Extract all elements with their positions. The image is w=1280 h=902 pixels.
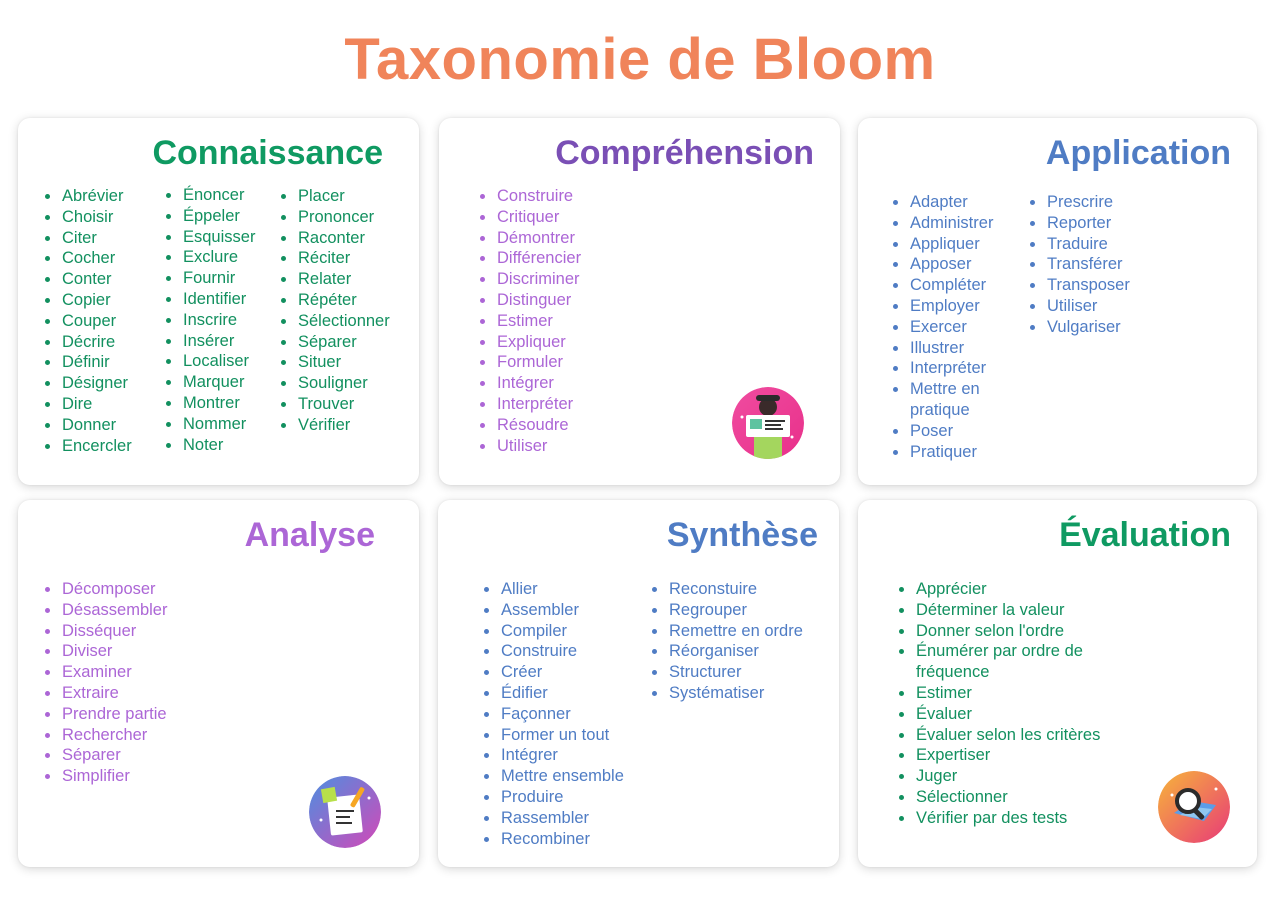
list-item: Reporter (1027, 213, 1157, 234)
list-item: Rassembler (481, 808, 649, 829)
card-evaluation (858, 500, 1257, 867)
list-item: Systématiser (649, 683, 824, 704)
word-list (649, 579, 824, 849)
list-item: Transposer (1027, 275, 1157, 296)
list-item: Copier (42, 290, 163, 311)
list-item: Utiliser (1027, 296, 1157, 317)
list-item: Vulgariser (1027, 317, 1157, 338)
list-item: Abrévier (42, 186, 163, 207)
list-item: Éppeler (163, 206, 278, 227)
list-item: Estimer (477, 311, 677, 332)
list-item: Noter (163, 435, 278, 456)
list-item: Trouver (278, 394, 408, 415)
list-item: Répéter (278, 290, 408, 311)
list-item: Désigner (42, 373, 163, 394)
list-item: Appliquer (890, 234, 1027, 255)
list-item: Poser (890, 421, 1027, 442)
list-item: Rechercher (42, 725, 242, 746)
list-item: Localiser (163, 351, 278, 372)
list-item: Évaluer (896, 704, 1111, 725)
word-list (278, 186, 408, 456)
list-item: Cocher (42, 248, 163, 269)
list-item: Façonner (481, 704, 649, 725)
word-list (42, 579, 242, 787)
word-list (477, 186, 677, 456)
list-item: Intégrer (481, 745, 649, 766)
list-item: Interpréter (890, 358, 1027, 379)
word-list (481, 579, 649, 849)
list-item: Formuler (477, 352, 677, 373)
card-title: Synthèse (666, 516, 818, 554)
list-item: Compiler (481, 621, 649, 642)
list-item: Fournir (163, 268, 278, 289)
list-item: Relater (278, 269, 408, 290)
list-item: Recombiner (481, 829, 649, 850)
list-item: Transférer (1027, 254, 1157, 275)
list-item: Regrouper (649, 600, 824, 621)
list-item: Prononcer (278, 207, 408, 228)
list-item: Dire (42, 394, 163, 415)
word-list (890, 192, 1027, 462)
list-item: Mettre en pratique (890, 379, 1027, 421)
list-item: Estimer (896, 683, 1111, 704)
list-item: Pratiquer (890, 442, 1027, 463)
list-item: Montrer (163, 393, 278, 414)
card-analyse (18, 500, 419, 867)
card-title: Compréhension (555, 134, 814, 172)
list-item: Insérer (163, 331, 278, 352)
list-item: Discriminer (477, 269, 677, 290)
list-item: Séparer (278, 332, 408, 353)
list-item: Adapter (890, 192, 1027, 213)
page-title: Taxonomie de Bloom (344, 27, 936, 92)
list-item: Édifier (481, 683, 649, 704)
list-item: Apposer (890, 254, 1027, 275)
list-item: Placer (278, 186, 408, 207)
list-item: Intégrer (477, 373, 677, 394)
word-list (163, 185, 278, 456)
list-item: Disséquer (42, 621, 242, 642)
list-item: Créer (481, 662, 649, 683)
list-item: Assembler (481, 600, 649, 621)
list-item: Réorganiser (649, 641, 824, 662)
list-item: Critiquer (477, 207, 677, 228)
list-item: Former un tout (481, 725, 649, 746)
list-item: Administrer (890, 213, 1027, 234)
list-item: Examiner (42, 662, 242, 683)
list-item: Résoudre (477, 415, 677, 436)
list-item: Inscrire (163, 310, 278, 331)
word-list (42, 186, 163, 456)
list-item: Mettre ensemble (481, 766, 649, 787)
list-item: Décomposer (42, 579, 242, 600)
list-item: Prescrire (1027, 192, 1157, 213)
word-list (896, 579, 1111, 829)
list-item: Esquisser (163, 227, 278, 248)
list-item: Évaluer selon les critères (896, 725, 1111, 746)
list-item: Souligner (278, 373, 408, 394)
list-item: Extraire (42, 683, 242, 704)
list-item: Distinguer (477, 290, 677, 311)
teacher-board-icon (732, 387, 804, 459)
list-item: Situer (278, 352, 408, 373)
list-item: Raconter (278, 228, 408, 249)
list-item: Expliquer (477, 332, 677, 353)
card-connaissance (18, 118, 419, 485)
list-item: Allier (481, 579, 649, 600)
card-title: Analyse (244, 516, 375, 554)
list-item: Énoncer (163, 185, 278, 206)
list-item: Juger (896, 766, 1111, 787)
magnifier-icon (1158, 771, 1230, 843)
list-item: Diviser (42, 641, 242, 662)
list-item: Interpréter (477, 394, 677, 415)
list-item: Utiliser (477, 436, 677, 457)
notepad-icon (309, 776, 381, 848)
card-synthese (438, 500, 839, 867)
list-item: Marquer (163, 372, 278, 393)
list-item: Définir (42, 352, 163, 373)
list-item: Traduire (1027, 234, 1157, 255)
list-item: Vérifier par des tests (896, 808, 1111, 829)
list-item: Nommer (163, 414, 278, 435)
list-item: Reconstuire (649, 579, 824, 600)
list-item: Compléter (890, 275, 1027, 296)
list-item: Choisir (42, 207, 163, 228)
card-title: Évaluation (1059, 516, 1231, 554)
list-item: Sélectionner (278, 311, 408, 332)
list-item: Encercler (42, 436, 163, 457)
list-item: Désassembler (42, 600, 242, 621)
list-item: Donner (42, 415, 163, 436)
card-title: Application (1045, 134, 1231, 172)
list-item: Structurer (649, 662, 824, 683)
list-item: Expertiser (896, 745, 1111, 766)
card-title: Connaissance (152, 134, 383, 172)
list-item: Énumérer par ordre de fréquence (896, 641, 1111, 683)
list-item: Vérifier (278, 415, 408, 436)
list-item: Couper (42, 311, 163, 332)
list-item: Identifier (163, 289, 278, 310)
card-application (858, 118, 1257, 485)
list-item: Conter (42, 269, 163, 290)
list-item: Illustrer (890, 338, 1027, 359)
list-item: Produire (481, 787, 649, 808)
list-item: Déterminer la valeur (896, 600, 1111, 621)
list-item: Donner selon l'ordre (896, 621, 1111, 642)
list-item: Construire (477, 186, 677, 207)
list-item: Prendre partie (42, 704, 242, 725)
card-comprehension (439, 118, 840, 485)
list-item: Employer (890, 296, 1027, 317)
list-item: Réciter (278, 248, 408, 269)
list-item: Exclure (163, 247, 278, 268)
list-item: Séparer (42, 745, 242, 766)
list-item: Construire (481, 641, 649, 662)
list-item: Différencier (477, 248, 677, 269)
list-item: Exercer (890, 317, 1027, 338)
list-item: Apprécier (896, 579, 1111, 600)
list-item: Remettre en ordre (649, 621, 824, 642)
list-item: Sélectionner (896, 787, 1111, 808)
list-item: Décrire (42, 332, 163, 353)
list-item: Démontrer (477, 228, 677, 249)
word-list (1027, 192, 1157, 462)
list-item: Citer (42, 228, 163, 249)
list-item: Simplifier (42, 766, 242, 787)
